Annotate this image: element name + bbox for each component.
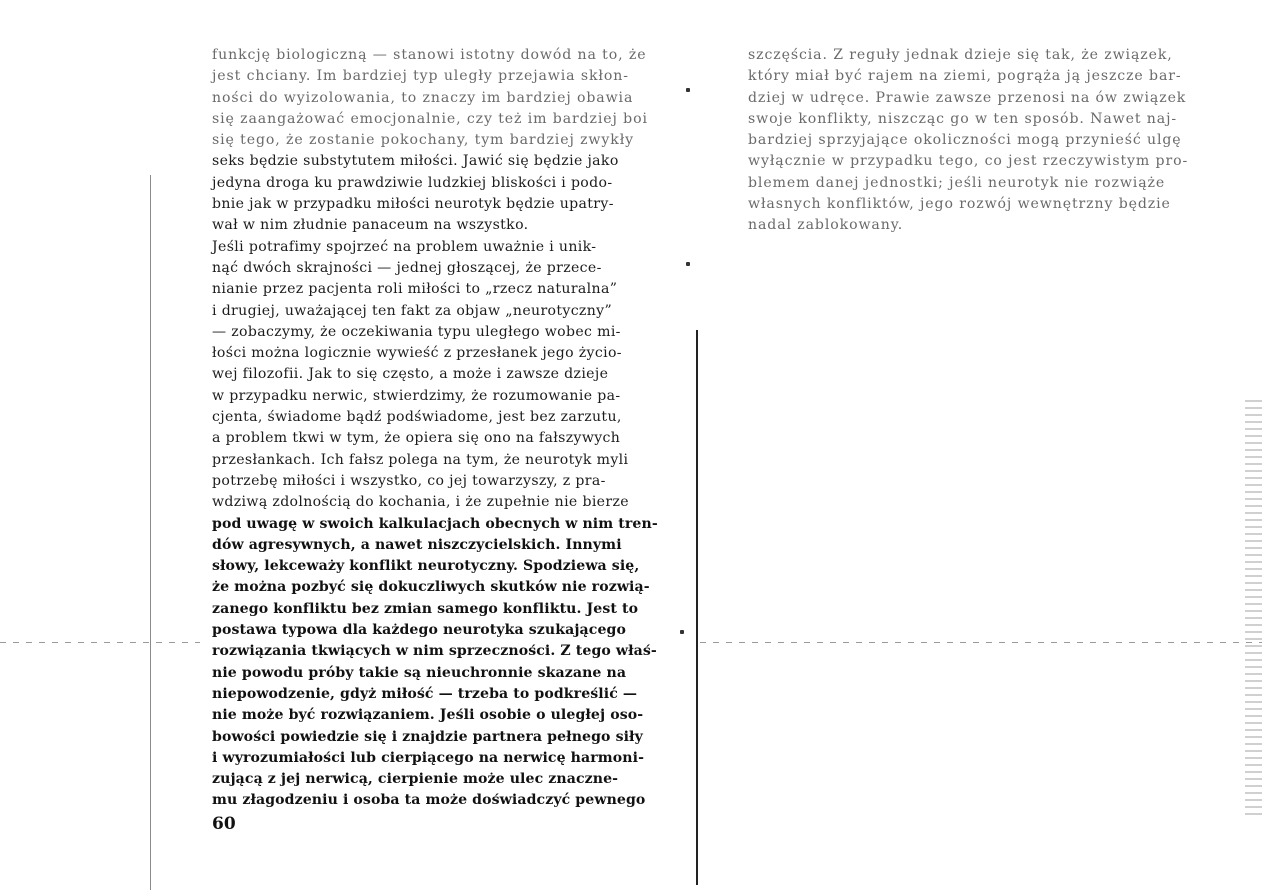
text-line: się tego, że zostanie pokochany, tym bardziej zwykły	[212, 132, 635, 149]
scan-edge-left	[150, 175, 151, 890]
text-line: ności do wyizolowania, to znaczy im bardziej obawia	[212, 89, 634, 106]
text-line: się zaangażować emocjonalnie, czy też im bardziej boi	[212, 110, 648, 127]
text-line: swoje konflikty, niszcząc go w ten sposób. Nawet naj-	[748, 110, 1178, 127]
text-line: i drugiej, uważającej ten fakt za objaw „neurotyczny”	[212, 302, 613, 319]
text-line: łości można logicznie wywieść z przesłanek jego życio-	[212, 345, 622, 362]
text-line: postawa typowa dla każdego neurotyka szukającego	[212, 622, 626, 639]
text-line: nąć dwóch skrajności — jednej głoszącej, że przece-	[212, 259, 602, 276]
text-line: cjenta, świadome bądź podświadome, jest bez zarzutu,	[212, 409, 622, 426]
text-line: który miał być rajem na ziemi, pogrąża ją jeszcze bar-	[748, 68, 1182, 85]
text-line: dziej w udręce. Prawie zawsze przenosi na ów związek	[748, 89, 1187, 106]
text-line: bnie jak w przypadku miłości neurotyk będzie upatry-	[212, 196, 614, 213]
text-line: bardziej sprzyjające okoliczności mogą przynieść ulgę	[748, 132, 1182, 149]
text-line: przesłankach. Ich fałsz polega na tym, że neurotyk myli	[212, 451, 629, 468]
text-line: rozwiązania tkwiących w nim sprzeczności. Z tego właś-	[212, 643, 657, 660]
text-line: — zobaczymy, że oczekiwania typu uległego wobec mi-	[212, 323, 621, 340]
text-line: jedyna droga ku prawdziwie ludzkiej bliskości i podo-	[212, 174, 613, 191]
scan-band-right	[700, 642, 1262, 643]
scan-mark	[686, 262, 690, 266]
text-line: zanego konfliktu bez zmian samego konfliktu. Jest to	[212, 600, 639, 617]
text-line: potrzebę miłości i wszystko, co jej towarzyszy, z pra-	[212, 472, 606, 489]
book-gutter	[693, 330, 699, 885]
text-line: wdziwą zdolnością do kochania, i że zupełnie nie bierze	[212, 494, 629, 511]
text-line: seks będzie substytutem miłości. Jawić się będzie jako	[212, 153, 619, 170]
text-line: a problem tkwi w tym, że opiera się ono na fałszywych	[212, 430, 621, 447]
text-line: wej filozofii. Jak to się często, a może i zawsze dzieje	[212, 366, 609, 383]
scan-noise-right	[1245, 400, 1262, 820]
text-line: słowy, lekceważy konflikt neurotyczny. Spodziewa się,	[212, 558, 640, 575]
scan-band-left	[0, 642, 200, 643]
text-line: zującą z jej nerwicą, cierpienie może ulec znaczne-	[212, 771, 619, 788]
page-number: 60	[212, 814, 236, 834]
text-line: pod uwagę w swoich kalkulacjach obecnych w nim tren-	[212, 515, 658, 532]
text-line: nadal zablokowany.	[748, 217, 904, 234]
text-line: szczęścia. Z reguły jednak dzieje się tak, że związek,	[748, 47, 1173, 63]
text-line: blemem danej jednostki; jeśli neurotyk nie rozwiąże	[748, 174, 1166, 191]
text-line: nianie przez pacjenta roli miłości to „rzecz naturalna”	[212, 281, 618, 298]
text-line: niepowodzenie, gdyż miłość — trzeba to podkreślić —	[212, 685, 638, 702]
text-line: w przypadku nerwic, stwierdzimy, że rozumowanie pa-	[212, 387, 621, 404]
gutter-line	[696, 330, 698, 885]
text-line: wyłącznie w przypadku tego, co jest rzeczywistym pro-	[748, 153, 1189, 170]
scan-mark	[686, 88, 690, 92]
text-line: nie może być rozwiązaniem. Jeśli osobie o uległej oso-	[212, 707, 644, 724]
text-line: mu złagodzeniu i osoba ta może doświadczyć pewnego	[212, 792, 646, 809]
left-page-text	[212, 45, 658, 812]
text-line: że można pozbyć się dokuczliwych skutków nie rozwią-	[212, 579, 650, 596]
text-line: jest chciany. Im bardziej typ uległy przejawia skłon-	[212, 68, 629, 85]
text-line: dów agresywnych, a nawet niszczycielskich. Innymi	[212, 536, 622, 553]
text-line: własnych konfliktów, jego rozwój wewnętrzny będzie	[748, 196, 1171, 213]
right-page-text	[748, 45, 1188, 237]
text-line: funkcję biologiczną — stanowi istotny dowód na to, że	[212, 47, 647, 63]
text-line: i wyrozumiałości lub cierpiącego na nerwicę harmoni-	[212, 749, 645, 766]
right-page	[700, 0, 1262, 894]
text-line: Jeśli potrafimy spojrzeć na problem uważnie i unik-	[212, 238, 597, 255]
text-line: wał w nim złudnie panaceum na wszystko.	[212, 217, 529, 234]
text-line: nie powodu próby takie są nieuchronnie skazane na	[212, 664, 627, 681]
text-line: bowości powiedzie się i znajdzie partnera pełnego siły	[212, 728, 643, 745]
scan-mark	[680, 630, 684, 634]
